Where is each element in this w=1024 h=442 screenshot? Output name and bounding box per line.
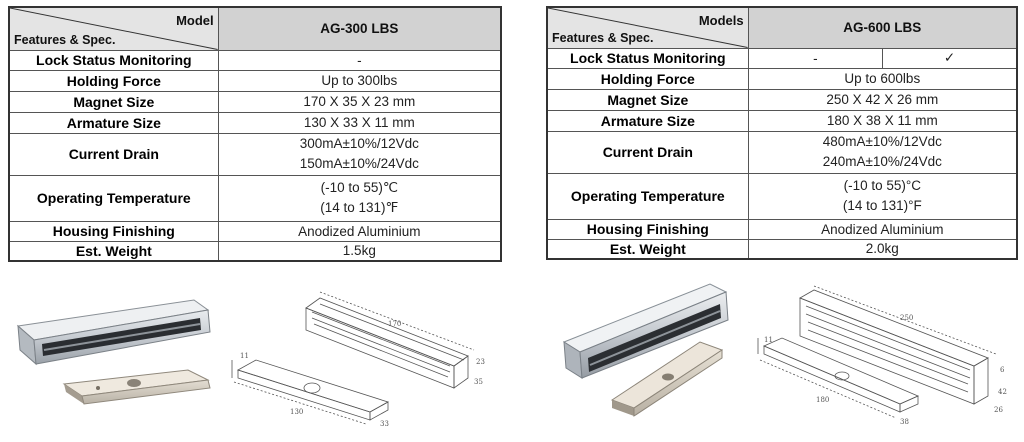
armature-size-label: Armature Size — [9, 112, 218, 133]
dim-arm-thick: 11 — [764, 336, 773, 344]
operating-temp-line2: (14 to 131)°F — [842, 198, 922, 213]
current-drain-line1: 300mA±10%/12Vdc — [299, 136, 419, 151]
armature-size-label: Armature Size — [547, 110, 748, 131]
spec-table-ag300 — [8, 6, 502, 262]
dim-height: 26 — [994, 406, 1003, 414]
housing-label: Housing Finishing — [547, 219, 748, 239]
lock-status-value-1: - — [748, 48, 882, 68]
header-diagonal-cell — [9, 7, 218, 50]
magnet-size-value: 250 X 42 X 26 mm — [748, 89, 1017, 110]
operating-temp-line1: (-10 to 55)℃ — [320, 180, 399, 195]
product-photo-ag600 — [560, 280, 740, 420]
dim-arm-length: 130 — [290, 408, 304, 416]
dim-side: 6 — [1000, 366, 1005, 374]
current-drain-label: Current Drain — [9, 133, 218, 175]
dim-arm-width: 33 — [380, 420, 389, 428]
features-label: Features & Spec. — [552, 30, 654, 45]
current-drain-label: Current Drain — [547, 131, 748, 173]
operating-temp-value — [748, 173, 1017, 219]
lock-status-label: Lock Status Monitoring — [547, 48, 748, 68]
operating-temp-label: Operating Temperature — [547, 173, 748, 219]
housing-label: Housing Finishing — [9, 221, 218, 241]
weight-value: 2.0kg — [748, 239, 1017, 259]
weight-label: Est. Weight — [547, 239, 748, 259]
weight-label: Est. Weight — [9, 241, 218, 261]
dim-arm-thick: 11 — [240, 352, 249, 360]
holding-force-value: Up to 600lbs — [748, 68, 1017, 89]
model-name: AG-600 LBS — [748, 7, 1017, 48]
magnet-size-label: Magnet Size — [9, 91, 218, 112]
armature-size-value: 180 X 38 X 11 mm — [748, 110, 1017, 131]
operating-temp-line1: (-10 to 55)°C — [843, 178, 922, 193]
housing-value: Anodized Aluminium — [218, 221, 501, 241]
dim-arm-length: 180 — [816, 396, 830, 404]
current-drain-value — [748, 131, 1017, 173]
dim-length: 170 — [388, 320, 402, 328]
spec-table-ag600 — [546, 6, 1018, 260]
operating-temp-value — [218, 175, 501, 221]
dimension-drawing-ag600 — [750, 284, 1020, 434]
magnet-size-value: 170 X 35 X 23 mm — [218, 91, 501, 112]
model-label: Model — [176, 13, 214, 28]
holding-force-label: Holding Force — [9, 70, 218, 91]
product-photo-ag300 — [12, 296, 222, 426]
current-drain-line2: 240mA±10%/24Vdc — [822, 154, 942, 169]
dim-arm-width: 38 — [900, 418, 909, 426]
armature-size-value: 130 X 33 X 11 mm — [218, 112, 501, 133]
features-label: Features & Spec. — [14, 32, 116, 47]
lock-status-value-2: ✓ — [883, 48, 1017, 68]
holding-force-value: Up to 300lbs — [218, 70, 501, 91]
dim-width: 42 — [998, 388, 1007, 396]
model-name: AG-300 LBS — [218, 7, 501, 50]
dim-length: 250 — [900, 314, 914, 322]
current-drain-value — [218, 133, 501, 175]
lock-status-value: - — [218, 50, 501, 70]
model-label: Models — [698, 13, 744, 28]
operating-temp-line2: (14 to 131)℉ — [320, 200, 399, 215]
dim-height: 23 — [476, 358, 485, 366]
lock-status-label: Lock Status Monitoring — [9, 50, 218, 70]
housing-value: Anodized Aluminium — [748, 219, 1017, 239]
header-diagonal-cell — [547, 7, 748, 48]
current-drain-line1: 480mA±10%/12Vdc — [822, 134, 942, 149]
current-drain-line2: 150mA±10%/24Vdc — [299, 156, 419, 171]
operating-temp-label: Operating Temperature — [9, 175, 218, 221]
holding-force-label: Holding Force — [547, 68, 748, 89]
dimension-drawing-ag300 — [228, 284, 496, 434]
dim-width: 35 — [474, 378, 483, 386]
magnet-size-label: Magnet Size — [547, 89, 748, 110]
weight-value: 1.5kg — [218, 241, 501, 261]
